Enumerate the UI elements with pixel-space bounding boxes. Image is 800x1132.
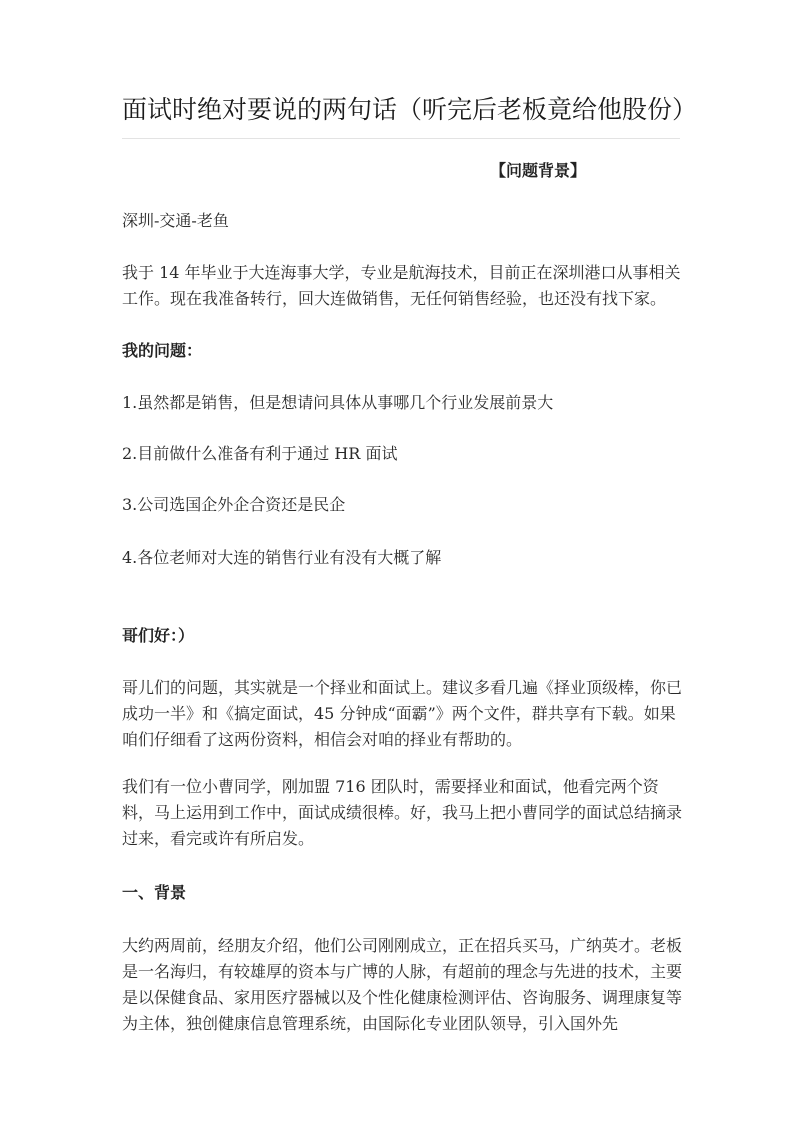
question-item-3: 3.公司选国企外企合资还是民企 bbox=[122, 495, 346, 514]
questions-heading: 我的问题： bbox=[122, 341, 203, 360]
reply-paragraph-1: 哥儿们的问题，其实就是一个择业和面试上。建议多看几遍《择业顶级棒，你已成功一半》和《搞定面试，45 分钟成“面霸”》两个文件，群共享有下载。如果咱们仔细看了这两份资料，相信会对咱的择业有帮助的。 bbox=[122, 678, 683, 749]
question-item-1: 1.虽然都是销售，但是想请问具体从事哪几个行业发展前景大 bbox=[122, 393, 554, 412]
section-background-text: 大约两周前，经朋友介绍，他们公司刚刚成立，正在招兵买马，广纳英才。老板是一名海归，有较雄厚的资本与广博的人脉，有超前的理念与先进的技术，主要是以保健食品、家用医疗器械以及个性化健康检测评估、咨询服务、调理康复等为主体，独创健康信息管理系统，由国际化专业团队领导，引入国外先 bbox=[122, 936, 683, 1033]
title-divider bbox=[122, 138, 680, 139]
section-heading-background: 一、背景 bbox=[122, 883, 187, 902]
article-title: 面试时绝对要说的两句话（听完后老板竟给他股份） bbox=[122, 95, 698, 124]
background-label: 【问题背景】 bbox=[490, 161, 587, 180]
author-line: 深圳-交通-老鱼 bbox=[122, 211, 229, 230]
question-item-4: 4.各位老师对大连的销售行业有没有大概了解 bbox=[122, 548, 442, 567]
reply-paragraph-2: 我们有一位小曹同学，刚加盟 716 团队时，需要择业和面试，他看完两个资料，马上运用到工作中，面试成绩很棒。好，我马上把小曹同学的面试总结摘录过来，看完或许有所启发。 bbox=[122, 777, 683, 848]
question-item-2: 2.目前做什么准备有利于通过 HR 面试 bbox=[122, 444, 398, 463]
intro-paragraph: 我于 14 年毕业于大连海事大学，专业是航海技术，目前正在深圳港口从事相关工作。现在我准备转行，回大连做销售，无任何销售经验，也还没有找下家。 bbox=[122, 263, 681, 308]
greeting: 哥们好：） bbox=[122, 626, 195, 645]
